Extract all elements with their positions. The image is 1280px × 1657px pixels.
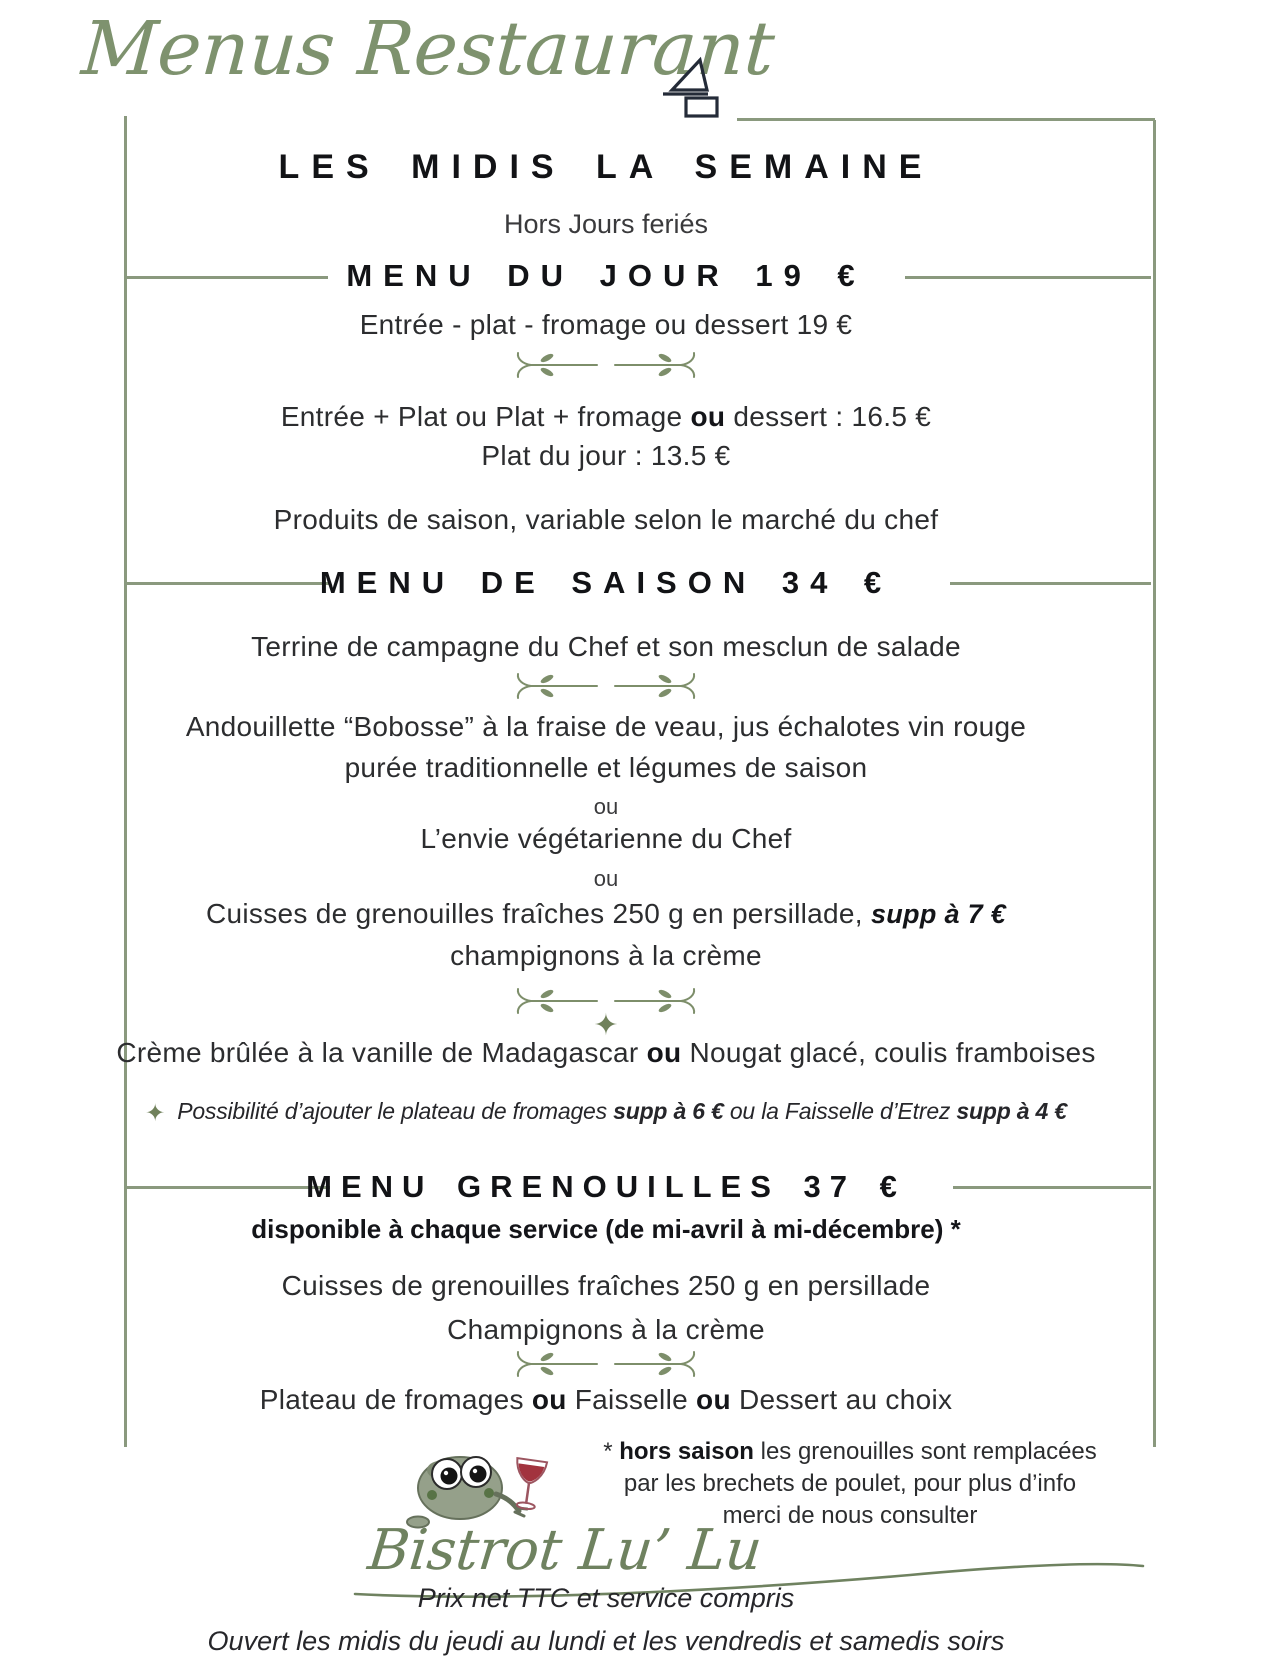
grenouilles-plat-line2: Champignons à la crème <box>447 1314 765 1345</box>
seasonal-note: Produits de saison, variable selon le marché du chef <box>273 504 939 535</box>
cheese-option-note <box>0 1098 1212 1128</box>
option-text-mid: ou la Faisselle d’Etrez <box>723 1098 957 1124</box>
footnote-asterisk: * <box>603 1438 620 1465</box>
sparkle-star-icon: ✦ <box>593 1009 619 1042</box>
saison-dessert-line <box>0 1037 1212 1069</box>
restaurant-script-title: Menus Restaurant <box>78 6 778 92</box>
saison-plat3-line1 <box>0 898 1212 930</box>
footnote-line-1 <box>590 1436 1110 1468</box>
plat3-text: Cuisses de grenouilles fraîches 250 g en persillade, <box>206 898 871 929</box>
dessert-or-1: ou <box>531 1384 567 1415</box>
saison-plat2: L’envie végétarienne du Chef <box>420 823 792 854</box>
or-separator: ou <box>593 866 619 891</box>
leaf-divider-icon <box>0 671 1212 701</box>
leaf-divider-icon <box>0 1349 1212 1379</box>
saison-entree: Terrine de campagne du Chef et son mesclun de salade <box>251 631 961 662</box>
footnote-line-3: merci de nous consulter <box>722 1502 978 1529</box>
menu-du-jour-formula: Entrée - plat - fromage ou dessert 19 € <box>359 309 853 340</box>
footer-opening-hours: Ouvert les midis du jeudi au lundi et les vendredis et samedis soirs <box>207 1626 1005 1656</box>
menu-grenouilles-heading: MENU GRENOUILLES 37 € <box>306 1169 906 1204</box>
saison-plat3-line2: champignons à la crème <box>450 940 762 971</box>
menu-du-jour-formula-2 <box>0 401 1212 433</box>
dessert-text-mid: Faisselle <box>566 1384 697 1415</box>
frame-top-line <box>737 118 1155 121</box>
dessert-text: Crème brûlée à la vanille de Madagascar <box>116 1037 647 1068</box>
house-icon <box>660 56 732 120</box>
grenouilles-plat-line1: Cuisses de grenouilles fraîches 250 g en persillade <box>281 1270 931 1301</box>
dessert-text-rest: Dessert au choix <box>730 1384 953 1415</box>
footnote-bold: hors saison <box>619 1438 754 1465</box>
saison-plat1-line2: purée traditionnelle et légumes de saison <box>344 752 868 783</box>
formula2-or: ou <box>690 401 726 432</box>
leaf-divider-icon <box>0 350 1212 380</box>
dessert-text: Plateau de fromages <box>259 1384 532 1415</box>
grenouilles-dessert-line <box>0 1384 1212 1416</box>
menu-du-jour-heading: MENU DU JOUR 19 € <box>346 258 866 293</box>
option-text: Possibilité d’ajouter le plateau de fromages <box>177 1098 614 1124</box>
option-supp-4: supp à 4 € <box>956 1098 1067 1124</box>
formula2-text: Entrée + Plat ou Plat + fromage <box>280 401 691 432</box>
bistrot-signature: Bistrot Lu’ Lu <box>364 1518 766 1583</box>
saison-plat1-line1: Andouillette “Bobosse” à la fraise de veau, jus échalotes vin rouge <box>185 711 1027 742</box>
page-subtitle: Hors Jours feriés <box>503 209 709 239</box>
grenouilles-availability: disponible à chaque service (de mi-avril à mi-décembre) * <box>251 1214 961 1244</box>
dessert-or-2: ou <box>696 1384 731 1415</box>
dessert-rest: Nougat glacé, coulis framboises <box>681 1037 1096 1068</box>
menu-de-saison-heading: MENU DE SAISON 34 € <box>319 565 893 600</box>
page-title: LES MIDIS LA SEMAINE <box>278 148 934 186</box>
footnote-line-2: par les brechets de poulet, pour plus d’info <box>623 1470 1077 1497</box>
dessert-or: ou <box>646 1037 682 1068</box>
option-supp-6: supp à 6 € <box>613 1098 724 1124</box>
plat-du-jour-line: Plat du jour : 13.5 € <box>481 440 731 471</box>
formula2-rest: dessert : 16.5 € <box>725 401 932 432</box>
sparkle-star-icon: ✦ <box>145 1100 166 1127</box>
footnote-rest: les grenouilles sont remplacées <box>753 1438 1097 1465</box>
or-separator: ou <box>593 794 619 819</box>
plat3-supplement: supp à 7 € <box>870 899 1006 929</box>
footer-price-note: Prix net TTC et service compris <box>417 1583 795 1613</box>
